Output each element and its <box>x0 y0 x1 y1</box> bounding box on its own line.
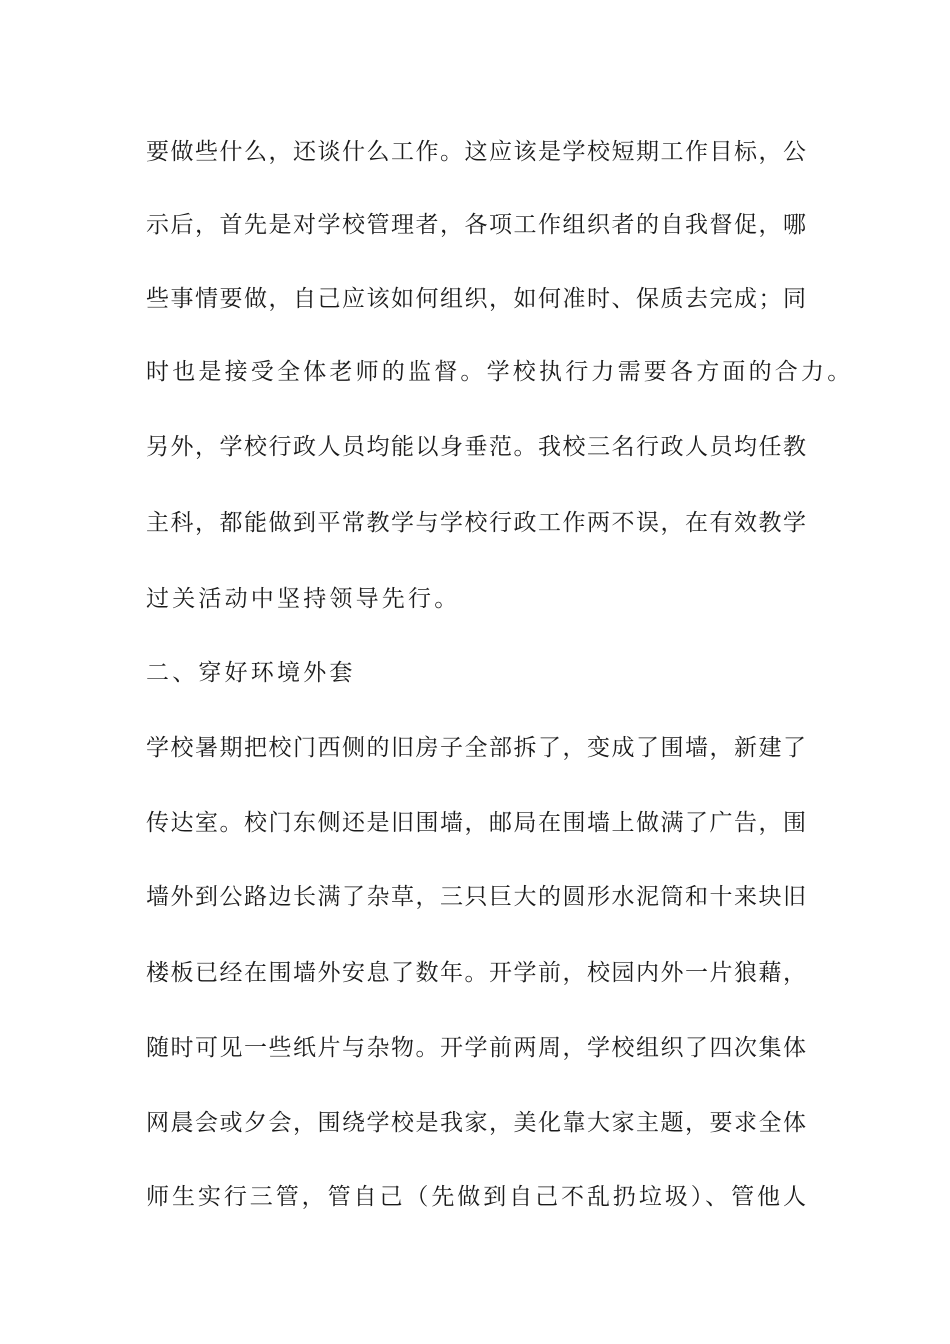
paragraph-line: 过关活动中坚持领导先行。 <box>146 586 461 612</box>
paragraph-line: 随时可见一些纸片与杂物。开学前两周，学校组织了四次集体 <box>146 1035 806 1061</box>
paragraph-line: 师生实行三管，管自己（先做到自己不乱扔垃圾）、管他人 <box>146 1184 806 1210</box>
paragraph-line: 要做些什么，还谈什么工作。这应该是学校短期工作目标，公 <box>146 139 806 165</box>
paragraph-line: 些事情要做，自己应该如何组织，如何准时、保质去完成；同 <box>146 286 806 312</box>
paragraph-line: 学校暑期把校门西侧的旧房子全部拆了，变成了围墙，新建了 <box>146 735 806 761</box>
paragraph-line: 示后，首先是对学校管理者，各项工作组织者的自我督促，哪 <box>146 212 806 238</box>
paragraph-line: 另外，学校行政人员均能以身垂范。我校三名行政人员均任教 <box>146 434 806 460</box>
paragraph-line: 时也是接受全体老师的监督。学校执行力需要各方面的合力。 <box>146 359 854 385</box>
paragraph-line: 楼板已经在围墙外安息了数年。开学前，校园内外一片狼藉， <box>146 960 806 986</box>
paragraph-line: 墙外到公路边长满了杂草，三只巨大的圆形水泥筒和十来块旧 <box>146 884 806 910</box>
paragraph-line: 网晨会或夕会，围绕学校是我家，美化靠大家主题，要求全体 <box>146 1110 806 1136</box>
paragraph-line: 传达室。校门东侧还是旧围墙，邮局在围墙上做满了广告，围 <box>146 810 806 836</box>
paragraph-line: 主科，都能做到平常教学与学校行政工作两不误，在有效教学 <box>146 510 806 536</box>
section-heading: 二、穿好环境外套 <box>146 660 356 686</box>
